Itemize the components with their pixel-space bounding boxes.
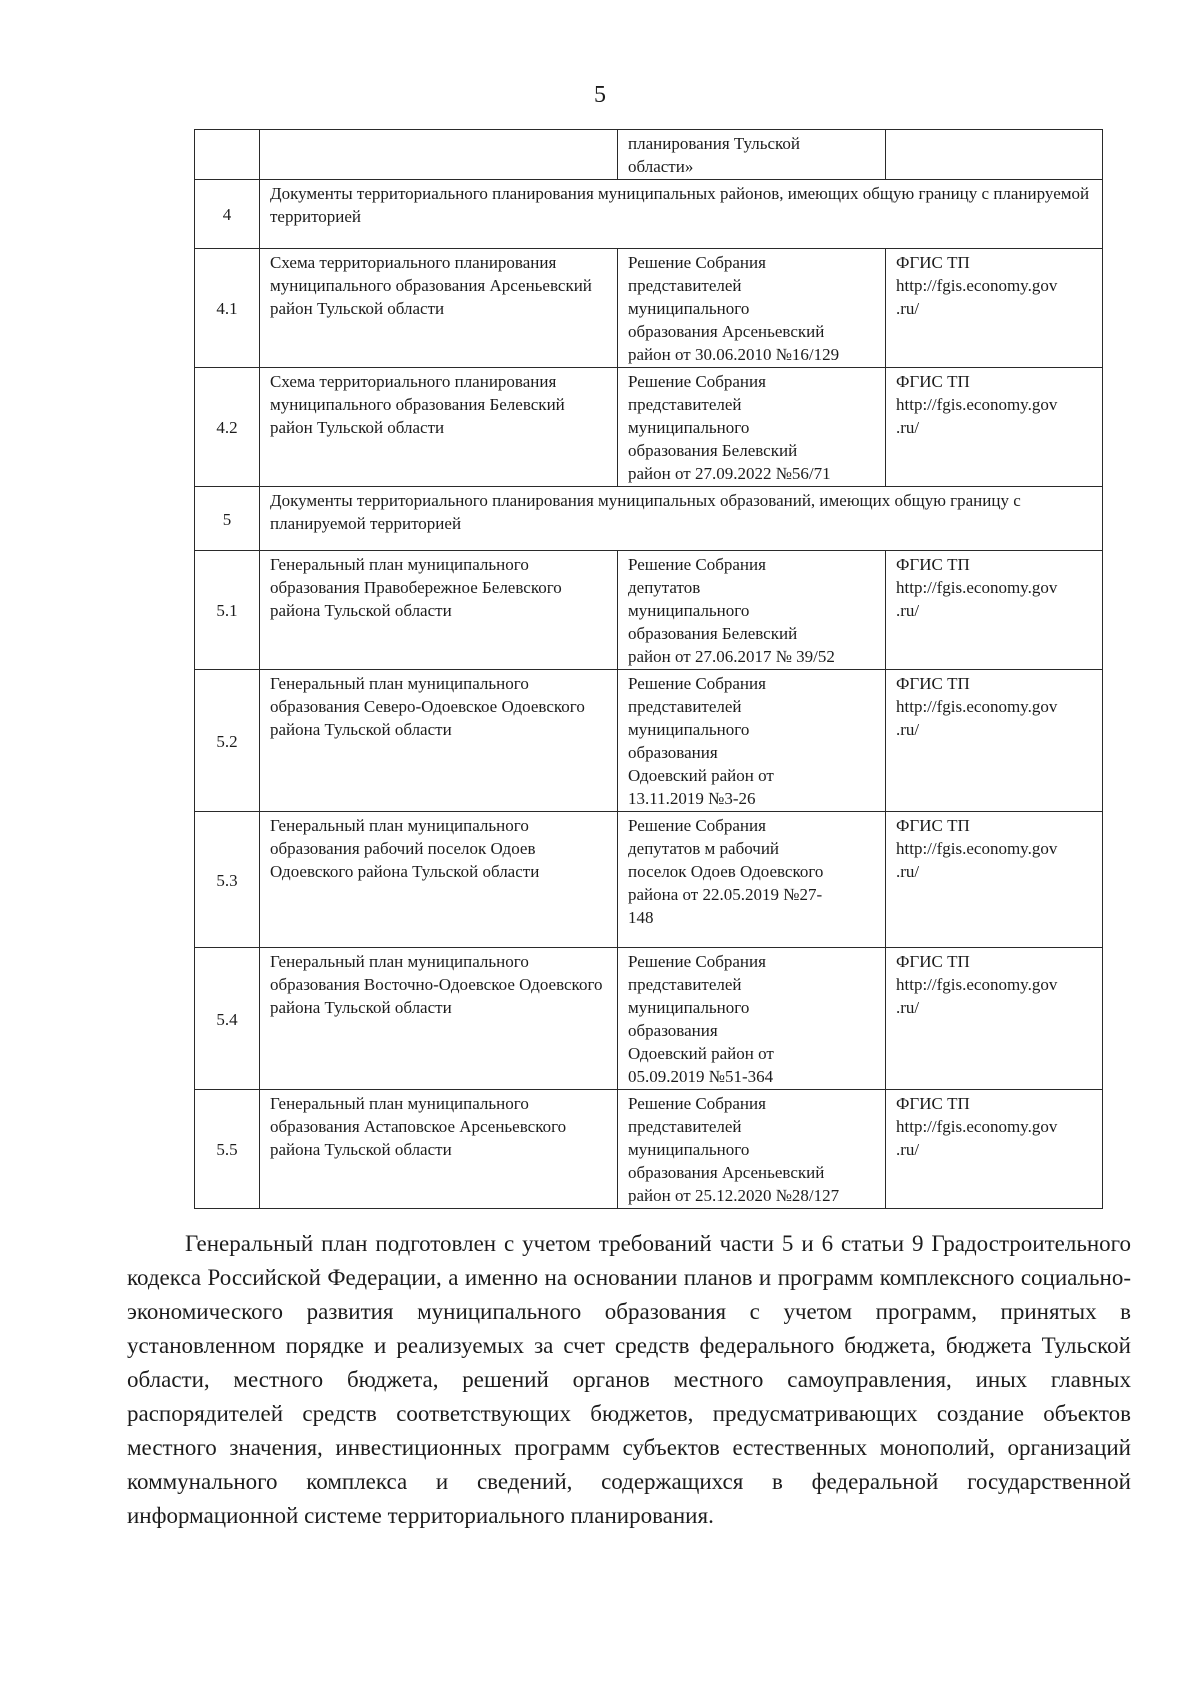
approval-act-cell: Решение Собрания представителей муниципального образования Одоевский район от 13.11.2019 №3-26 <box>618 670 886 812</box>
group-title-cell: Документы территориального планирования муниципальных районов, имеющих общую границу с планируемой территорией <box>260 180 1103 249</box>
table-row <box>195 249 1103 368</box>
group-row <box>195 180 1103 249</box>
source-cell: ФГИС ТП http://fgis.economy.gov .ru/ <box>886 812 1103 948</box>
source-cell: ФГИС ТП http://fgis.economy.gov .ru/ <box>886 368 1103 487</box>
document-name-cell: Генеральный план муниципального образования рабочий поселок Одоев Одоевского района Тульской области <box>260 812 618 948</box>
approval-act-cell: планирования Тульской области» <box>618 130 886 180</box>
document-name-cell <box>260 130 618 180</box>
body-paragraph: Генеральный план подготовлен с учетом требований части 5 и 6 статьи 9 Градостроительного кодекса Российской Федерации, а именно на основании планов и программ комплексного социально-экономического развития муниципального образования с учетом программ, принятых в установленном порядке и реализуемых за счет средств федерального бюджета, бюджета Тульской области, местного бюджета, решений органов местного самоуправления, иных главных распорядителей средств соответствующих бюджетов, предусматривающих создание объектов местного значения, инвестиционных программ субъектов естественных монополий, организаций коммунального комплекса и сведений, содержащихся в федеральной государственной информационной системе территориального планирования. <box>127 1231 1131 1528</box>
page-number: 5 <box>594 82 606 108</box>
source-cell <box>886 130 1103 180</box>
row-number-cell: 5.4 <box>195 948 260 1090</box>
approval-act-cell: Решение Собрания представителей муниципального образования Одоевский район от 05.09.2019 №51-364 <box>618 948 886 1090</box>
approval-act-cell: Решение Собрания представителей муниципального образования Белевский район от 27.09.2022 №56/71 <box>618 368 886 487</box>
document-name-cell: Генеральный план муниципального образования Правобережное Белевского района Тульской области <box>260 551 618 670</box>
table-row <box>195 670 1103 812</box>
source-cell: ФГИС ТП http://fgis.economy.gov .ru/ <box>886 670 1103 812</box>
table-row <box>195 368 1103 487</box>
approval-act-cell: Решение Собрания представителей муниципального образования Арсеньевский район от 30.06.2010 №16/129 <box>618 249 886 368</box>
approval-act-cell: Решение Собрания представителей муниципального образования Арсеньевский район от 25.12.2020 №28/127 <box>618 1090 886 1209</box>
group-number-cell: 5 <box>195 487 260 551</box>
document-name-cell: Схема территориального планирования муниципального образования Арсеньевский район Тульской области <box>260 249 618 368</box>
table-row <box>195 948 1103 1090</box>
source-cell: ФГИС ТП http://fgis.economy.gov .ru/ <box>886 1090 1103 1209</box>
row-number-cell <box>195 130 260 180</box>
document-name-cell: Генеральный план муниципального образования Астаповское Арсеньевского района Тульской области <box>260 1090 618 1209</box>
table-row <box>195 812 1103 948</box>
source-cell: ФГИС ТП http://fgis.economy.gov .ru/ <box>886 948 1103 1090</box>
table-row <box>195 1090 1103 1209</box>
source-cell: ФГИС ТП http://fgis.economy.gov .ru/ <box>886 249 1103 368</box>
row-number-cell: 5.3 <box>195 812 260 948</box>
table-row <box>195 551 1103 670</box>
row-number-cell: 4.1 <box>195 249 260 368</box>
document-name-cell: Генеральный план муниципального образования Восточно-Одоевское Одоевского района Тульской области <box>260 948 618 1090</box>
documents-table <box>194 129 1103 1209</box>
document-name-cell: Генеральный план муниципального образования Северо-Одоевское Одоевского района Тульской области <box>260 670 618 812</box>
approval-act-cell: Решение Собрания депутатов муниципального образования Белевский район от 27.06.2017 № 39/52 <box>618 551 886 670</box>
document-name-cell: Схема территориального планирования муниципального образования Белевский район Тульской области <box>260 368 618 487</box>
row-number-cell: 4.2 <box>195 368 260 487</box>
group-number-cell: 4 <box>195 180 260 249</box>
source-cell: ФГИС ТП http://fgis.economy.gov .ru/ <box>886 551 1103 670</box>
group-title-cell: Документы территориального планирования муниципальных образований, имеющих общую границу с планируемой территорией <box>260 487 1103 551</box>
row-number-cell: 5.1 <box>195 551 260 670</box>
approval-act-cell: Решение Собрания депутатов м рабочий поселок Одоев Одоевского района от 22.05.2019 №27- 148 <box>618 812 886 948</box>
row-number-cell: 5.2 <box>195 670 260 812</box>
group-row <box>195 487 1103 551</box>
row-number-cell: 5.5 <box>195 1090 260 1209</box>
table-row <box>195 130 1103 180</box>
